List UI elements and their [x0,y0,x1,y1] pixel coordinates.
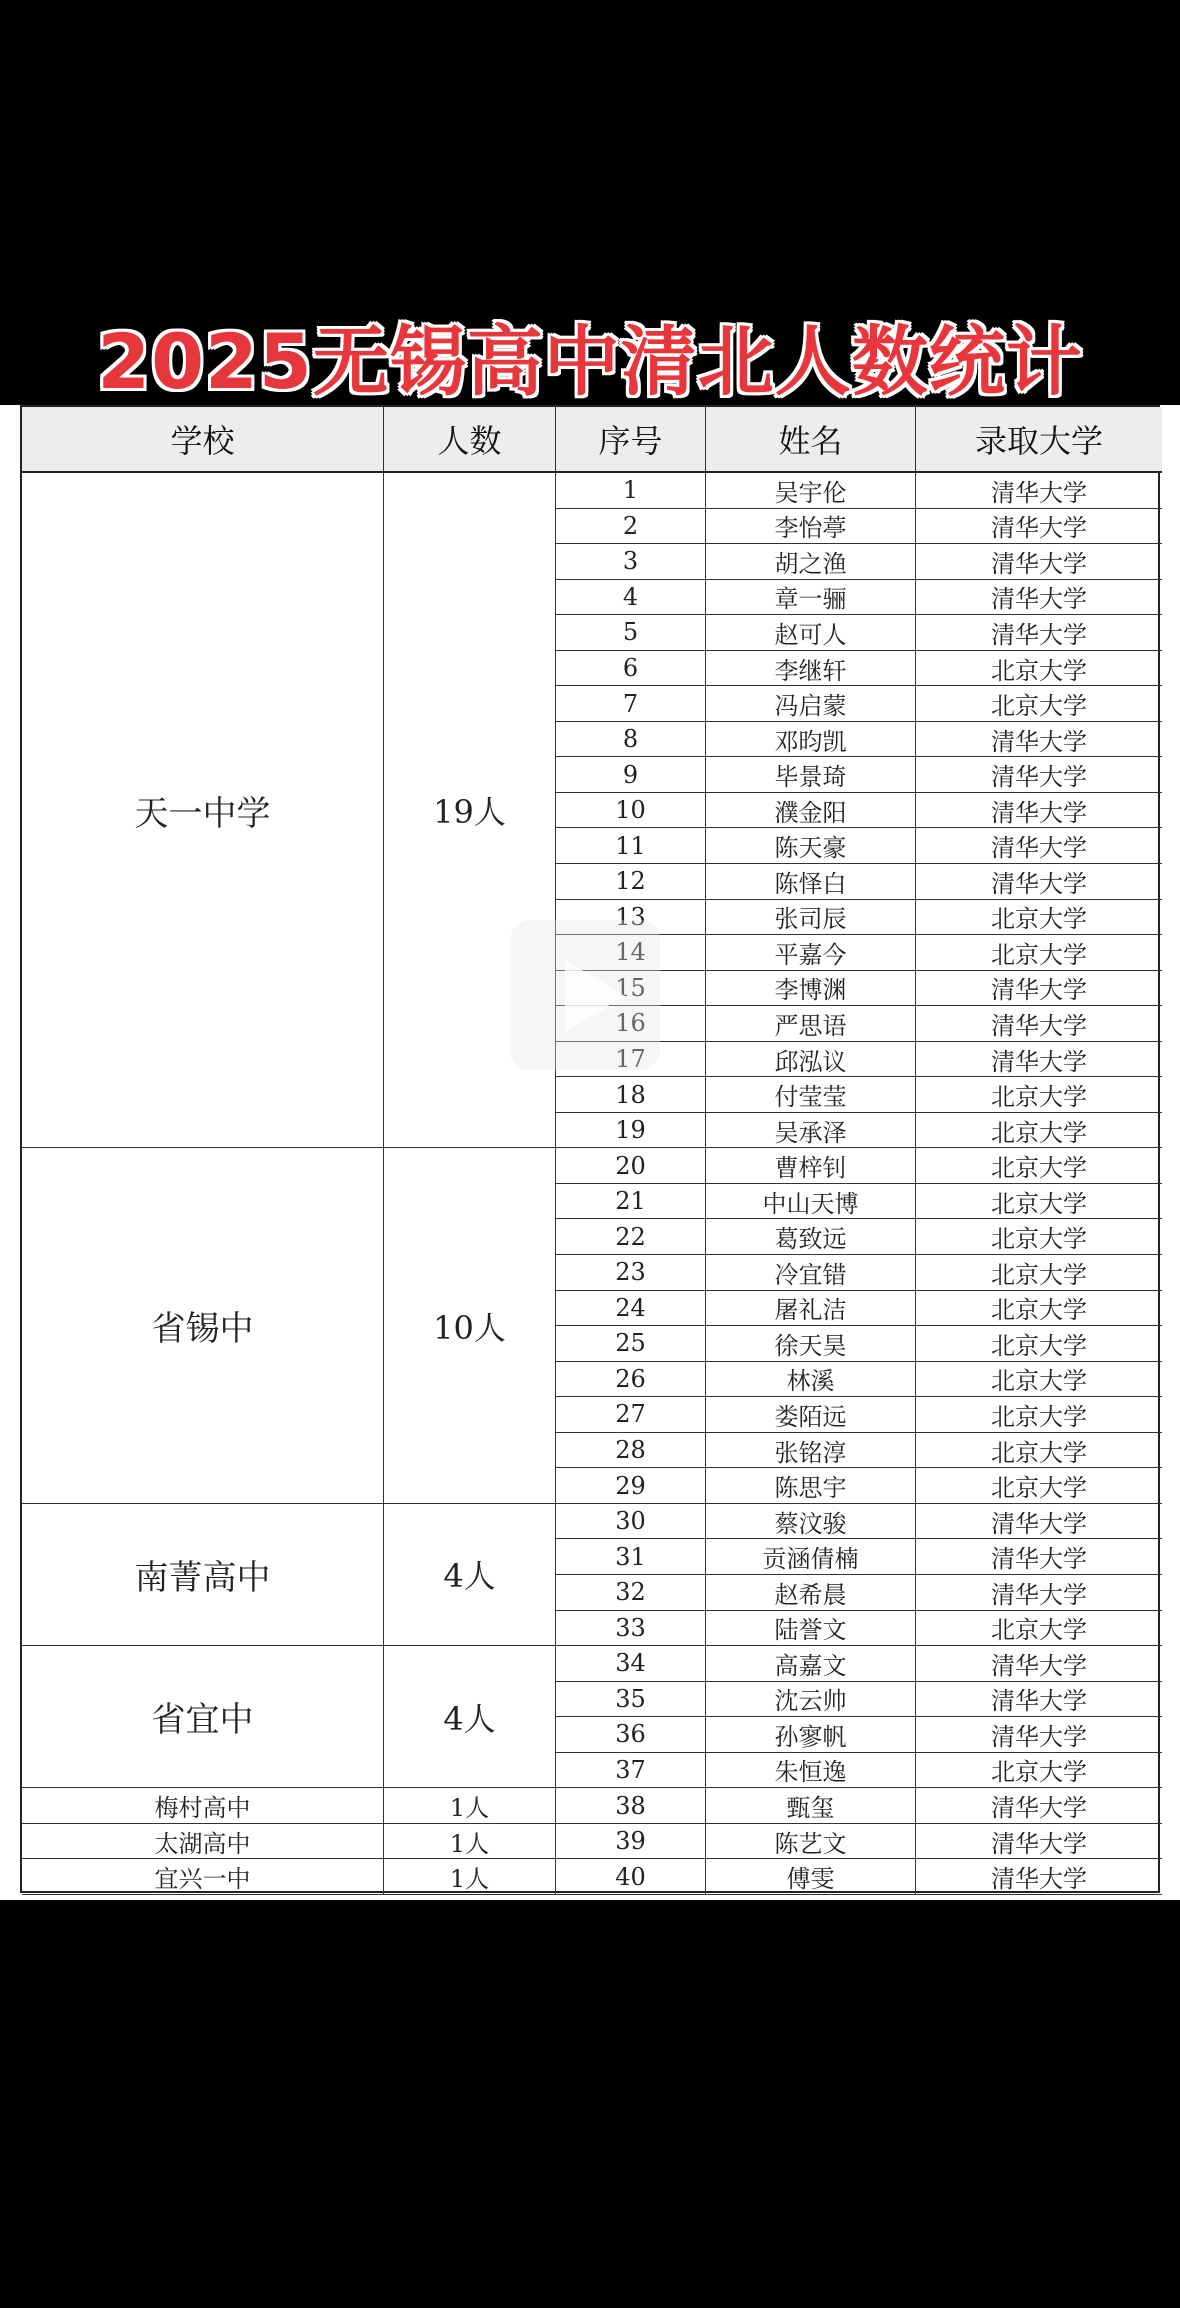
university-cell: 北京大学 [916,1326,1162,1362]
number-cell: 4 [556,580,706,616]
university-cell: 北京大学 [916,1753,1162,1789]
university-cell: 清华大学 [916,1042,1162,1078]
number-cell: 14 [556,935,706,971]
university-cell: 清华大学 [916,580,1162,616]
name-cell: 沈云帅 [706,1682,916,1718]
name-cell: 傅雯 [706,1859,916,1895]
school-cell: 太湖高中 [22,1824,384,1860]
name-cell: 中山天博 [706,1184,916,1220]
header-name: 姓名 [706,407,916,473]
university-cell: 清华大学 [916,473,1162,509]
university-cell: 北京大学 [916,1468,1162,1504]
number-cell: 28 [556,1433,706,1469]
university-cell: 清华大学 [916,1504,1162,1540]
number-cell: 32 [556,1575,706,1611]
school-cell: 宜兴一中 [22,1859,384,1895]
school-cell: 省锡中 [22,1148,384,1503]
name-cell: 李怡葶 [706,509,916,545]
university-cell: 清华大学 [916,1717,1162,1753]
school-cell: 天一中学 [22,473,384,1148]
university-cell: 北京大学 [916,1433,1162,1469]
name-cell: 张铭淳 [706,1433,916,1469]
university-cell: 清华大学 [916,971,1162,1007]
number-cell: 38 [556,1788,706,1824]
university-cell: 北京大学 [916,1291,1162,1327]
number-cell: 39 [556,1824,706,1860]
university-cell: 清华大学 [916,793,1162,829]
university-cell: 清华大学 [916,1788,1162,1824]
title-banner [0,305,1180,405]
university-cell: 北京大学 [916,686,1162,722]
bottom-bar [0,1900,1180,2308]
header-number: 序号 [556,407,706,473]
university-cell: 清华大学 [916,1006,1162,1042]
count-cell: 4人 [384,1504,556,1646]
name-cell: 陈天豪 [706,828,916,864]
name-cell: 赵可人 [706,615,916,651]
university-cell: 清华大学 [916,722,1162,758]
number-cell: 3 [556,544,706,580]
name-cell: 陈艺文 [706,1824,916,1860]
count-cell: 1人 [384,1859,556,1895]
university-cell: 清华大学 [916,544,1162,580]
number-cell: 17 [556,1042,706,1078]
school-cell: 梅村高中 [22,1788,384,1824]
university-cell: 清华大学 [916,864,1162,900]
name-cell: 章一骊 [706,580,916,616]
university-cell: 北京大学 [916,1362,1162,1398]
university-cell: 北京大学 [916,1077,1162,1113]
number-cell: 35 [556,1682,706,1718]
number-cell: 22 [556,1219,706,1255]
number-cell: 23 [556,1255,706,1291]
name-cell: 娄陌远 [706,1397,916,1433]
play-icon[interactable] [510,920,660,1070]
university-cell: 清华大学 [916,1859,1162,1895]
name-cell: 严思语 [706,1006,916,1042]
number-cell: 11 [556,828,706,864]
number-cell: 18 [556,1077,706,1113]
number-cell: 33 [556,1611,706,1647]
name-cell: 陆誉文 [706,1611,916,1647]
university-cell: 北京大学 [916,1148,1162,1184]
name-cell: 陈思宇 [706,1468,916,1504]
name-cell: 贡涵倩楠 [706,1539,916,1575]
number-cell: 12 [556,864,706,900]
name-cell: 张司辰 [706,900,916,936]
number-cell: 16 [556,1006,706,1042]
number-cell: 24 [556,1291,706,1327]
name-cell: 曹梓钊 [706,1148,916,1184]
university-cell: 北京大学 [916,651,1162,687]
university-cell: 清华大学 [916,757,1162,793]
number-cell: 2 [556,509,706,545]
number-cell: 10 [556,793,706,829]
number-cell: 15 [556,971,706,1007]
university-cell: 北京大学 [916,1611,1162,1647]
name-cell: 李博渊 [706,971,916,1007]
number-cell: 40 [556,1859,706,1895]
number-cell: 25 [556,1326,706,1362]
university-cell: 清华大学 [916,1682,1162,1718]
name-cell: 葛致远 [706,1219,916,1255]
university-cell: 清华大学 [916,1539,1162,1575]
header-count: 人数 [384,407,556,473]
university-cell: 清华大学 [916,1824,1162,1860]
statistics-table [20,405,1160,1893]
name-cell: 胡之渔 [706,544,916,580]
number-cell: 6 [556,651,706,687]
number-cell: 7 [556,686,706,722]
university-cell: 北京大学 [916,935,1162,971]
name-cell: 孙寥帆 [706,1717,916,1753]
number-cell: 9 [556,757,706,793]
number-cell: 27 [556,1397,706,1433]
university-cell: 清华大学 [916,1646,1162,1682]
number-cell: 8 [556,722,706,758]
count-cell: 4人 [384,1646,556,1788]
university-cell: 清华大学 [916,509,1162,545]
name-cell: 陈怿白 [706,864,916,900]
number-cell: 37 [556,1753,706,1789]
number-cell: 21 [556,1184,706,1220]
university-cell: 北京大学 [916,1219,1162,1255]
count-cell: 10人 [384,1148,556,1503]
name-cell: 濮金阳 [706,793,916,829]
name-cell: 邓昀凯 [706,722,916,758]
name-cell: 冯启蒙 [706,686,916,722]
header-university: 录取大学 [916,407,1162,473]
name-cell: 平嘉今 [706,935,916,971]
number-cell: 1 [556,473,706,509]
number-cell: 30 [556,1504,706,1540]
name-cell: 高嘉文 [706,1646,916,1682]
name-cell: 李继轩 [706,651,916,687]
number-cell: 19 [556,1113,706,1149]
number-cell: 13 [556,900,706,936]
university-cell: 清华大学 [916,1575,1162,1611]
name-cell: 蔡汶骏 [706,1504,916,1540]
name-cell: 付莹莹 [706,1077,916,1113]
number-cell: 34 [556,1646,706,1682]
number-cell: 31 [556,1539,706,1575]
number-cell: 26 [556,1362,706,1398]
name-cell: 吴宇伦 [706,473,916,509]
count-cell: 1人 [384,1824,556,1860]
count-cell: 19人 [384,473,556,1148]
number-cell: 20 [556,1148,706,1184]
university-cell: 清华大学 [916,615,1162,651]
school-cell: 南菁高中 [22,1504,384,1646]
name-cell: 徐天昊 [706,1326,916,1362]
name-cell: 朱恒逸 [706,1753,916,1789]
university-cell: 北京大学 [916,1255,1162,1291]
university-cell: 北京大学 [916,1397,1162,1433]
name-cell: 毕景琦 [706,757,916,793]
university-cell: 北京大学 [916,1184,1162,1220]
school-cell: 省宜中 [22,1646,384,1788]
name-cell: 屠礼洁 [706,1291,916,1327]
page-title: 2025无锡高中清北人数统计 [97,316,1083,406]
name-cell: 甄玺 [706,1788,916,1824]
number-cell: 29 [556,1468,706,1504]
university-cell: 北京大学 [916,1113,1162,1149]
name-cell: 吴承泽 [706,1113,916,1149]
count-cell: 1人 [384,1788,556,1824]
name-cell: 赵希晨 [706,1575,916,1611]
name-cell: 林溪 [706,1362,916,1398]
name-cell: 冷宜错 [706,1255,916,1291]
number-cell: 5 [556,615,706,651]
number-cell: 36 [556,1717,706,1753]
university-cell: 清华大学 [916,828,1162,864]
name-cell: 邱泓议 [706,1042,916,1078]
header-school: 学校 [22,407,384,473]
university-cell: 北京大学 [916,900,1162,936]
